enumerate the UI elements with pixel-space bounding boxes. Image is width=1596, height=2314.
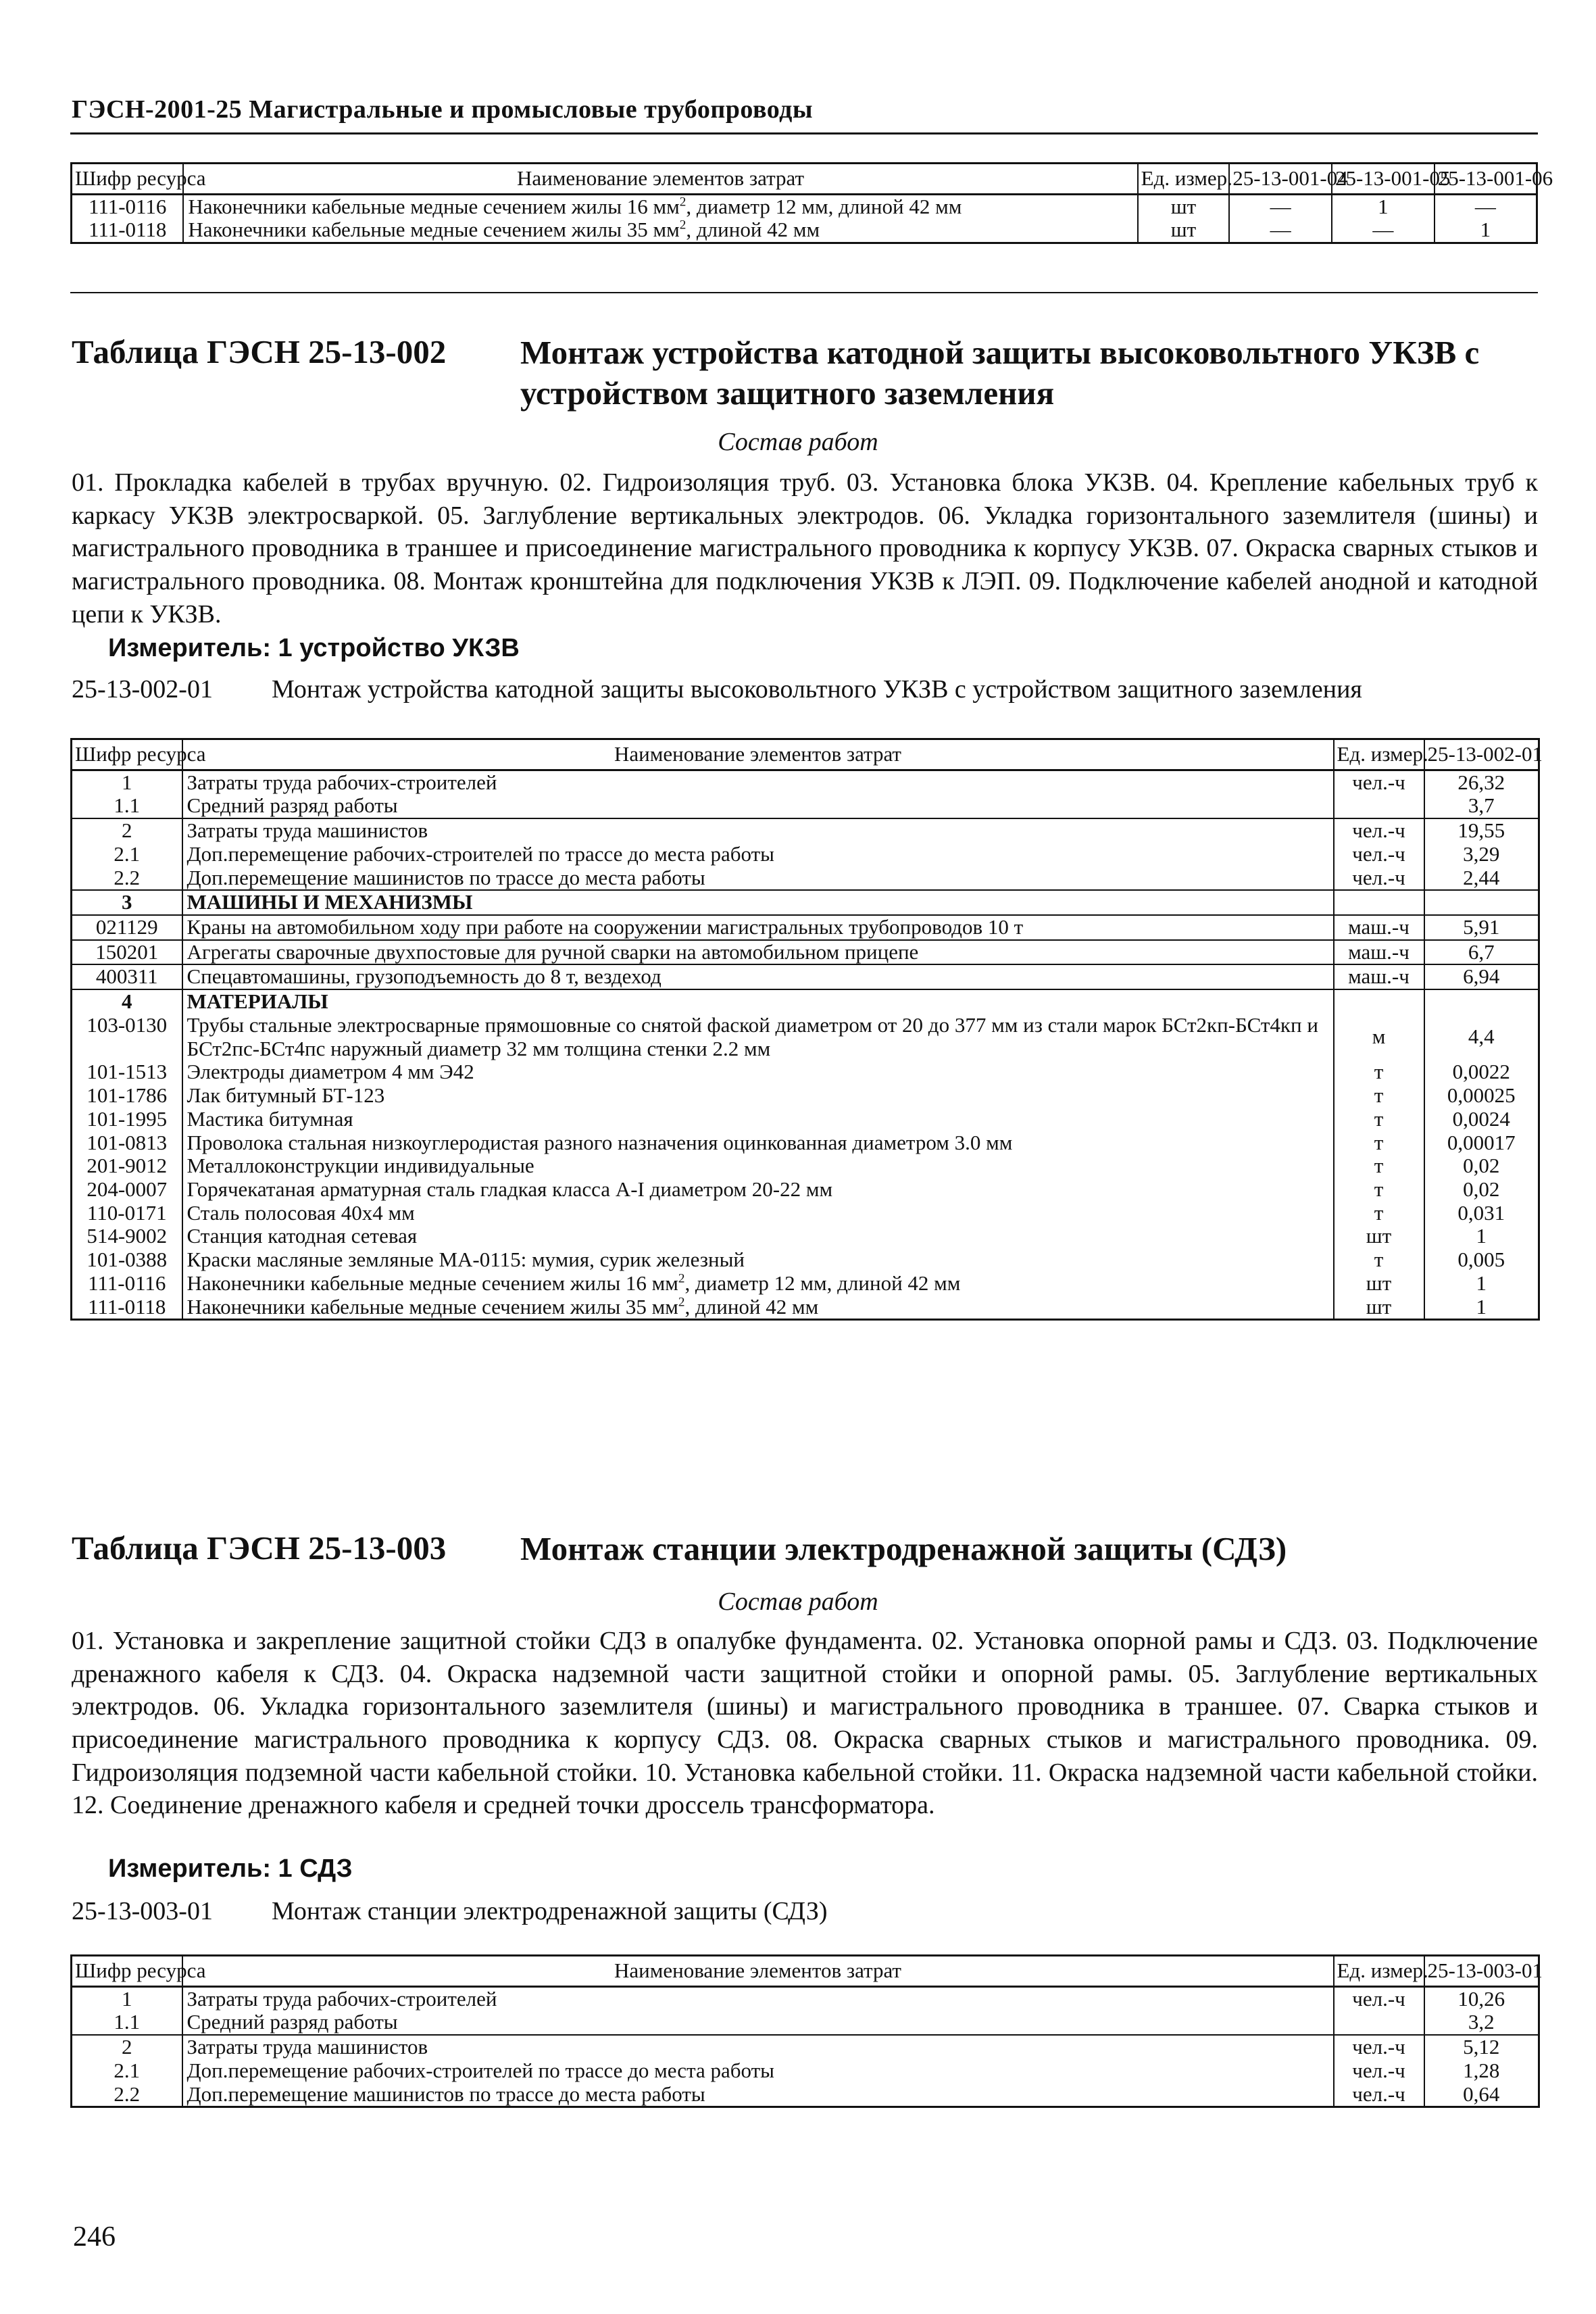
unit-cell: т bbox=[1334, 1108, 1424, 1131]
resource-code: 021129 bbox=[72, 915, 182, 940]
value-cell: 0,64 bbox=[1424, 2083, 1539, 2107]
table-row bbox=[72, 1178, 1539, 1202]
table-row bbox=[72, 770, 1539, 794]
table-row bbox=[72, 1296, 1539, 1320]
unit-cell: чел.-ч bbox=[1334, 866, 1424, 891]
resource-name: МАТЕРИАЛЫ bbox=[182, 989, 1334, 1014]
table-row bbox=[72, 1084, 1539, 1108]
table-row bbox=[72, 964, 1539, 989]
col-header-unit: Ед. измер. bbox=[1138, 164, 1230, 195]
col-header-name: Наименование элементов затрат bbox=[182, 739, 1334, 770]
resource-name: Затраты труда машинистов bbox=[182, 2035, 1334, 2059]
value-cell: 1 bbox=[1332, 194, 1435, 218]
resource-name: Сталь полосовая 40x4 мм bbox=[182, 1202, 1334, 1225]
resource-name: Краны на автомобильном ходу при работе на сооружении магистральных трубопроводов 10 т bbox=[182, 915, 1334, 940]
resource-name: Спецавтомашины, грузоподъемность до 8 т, вездеход bbox=[182, 964, 1334, 989]
unit-cell: т bbox=[1334, 1131, 1424, 1155]
table-row bbox=[72, 2083, 1539, 2107]
unit-cell bbox=[1334, 890, 1424, 915]
table-row bbox=[72, 1060, 1539, 1084]
resource-name: Доп.перемещение машинистов по трассе до места работы bbox=[182, 2083, 1334, 2107]
resource-name: Наконечники кабельные медные сечением жилы 16 $мм^2$, диаметр 12 мм, длиной 42 мм bbox=[183, 194, 1137, 218]
resource-code: 1 bbox=[72, 1986, 182, 2011]
unit-cell bbox=[1334, 2011, 1424, 2035]
unit-cell: шт bbox=[1334, 1272, 1424, 1296]
resource-code: 111-0118 bbox=[72, 1296, 182, 1320]
work-composition-text: 01. Прокладка кабелей в трубах вручную. 02. Гидроизоляция труб. 03. Установка блока УКЗВ. 04. Крепление кабельных труб к каркасу УКЗВ электросваркой. 05. Заглубление вертикальных электродов. 06. Укладка горизонтального заземлителя (шины) и магистрального проводника в траншее и присоединение магистрального проводника к корпусу УКЗВ. 07. Окраска сварных стыков и магистрального проводника. 08. Монтаж кронштейна для подключения УКЗВ к ЛЭП. 09. Подключение кабелей анодной и катодной цепи к УКЗВ. bbox=[72, 468, 1538, 629]
resource-name: Мастика битумная bbox=[182, 1108, 1334, 1131]
running-head: ГЭСН-2001-25 Магистральные и промысловые трубопроводы bbox=[72, 95, 814, 124]
value-cell: 3,2 bbox=[1424, 2011, 1539, 2035]
value-cell: 0,00017 bbox=[1424, 1131, 1539, 1155]
value-cell: 4,4 bbox=[1424, 1014, 1539, 1060]
work-composition-label: Состав работ bbox=[718, 428, 878, 456]
value-cell: 6,94 bbox=[1424, 964, 1539, 989]
table-row bbox=[72, 2011, 1539, 2035]
resource-code: 2 bbox=[72, 2035, 182, 2059]
resource-code: 1 bbox=[72, 770, 182, 794]
resource-code: 400311 bbox=[72, 964, 182, 989]
norm-title: Монтаж устройства катодной защиты высоковольтного УКЗВ с устройством защитного заземления bbox=[272, 675, 1362, 704]
resource-code: 101-1513 bbox=[72, 1060, 182, 1084]
col-header-code: Шифр ресурса bbox=[72, 1956, 182, 1987]
value-cell: — bbox=[1332, 218, 1435, 243]
resource-name: Агрегаты сварочные двухпостовые для ручной сварки на автомобильном прицепе bbox=[182, 940, 1334, 965]
unit-cell: шт bbox=[1334, 1225, 1424, 1248]
col-header-norm: 25-13-001-06 bbox=[1435, 164, 1537, 195]
value-cell: 0,0022 bbox=[1424, 1060, 1539, 1084]
value-cell: 2,44 bbox=[1424, 866, 1539, 891]
col-header-code: Шифр ресурса bbox=[72, 164, 184, 195]
unit-cell: маш.-ч bbox=[1334, 915, 1424, 940]
table-row bbox=[72, 1154, 1539, 1178]
value-cell: — bbox=[1435, 194, 1537, 218]
table-row bbox=[72, 1248, 1539, 1272]
resource-name: Доп.перемещение машинистов по трассе до места работы bbox=[182, 866, 1334, 891]
value-cell: 19,55 bbox=[1424, 818, 1539, 843]
col-header-unit: Ед. измер. bbox=[1334, 739, 1424, 770]
resource-code: 101-1995 bbox=[72, 1108, 182, 1131]
table-row bbox=[72, 1986, 1539, 2011]
value-cell: 0,0024 bbox=[1424, 1108, 1539, 1131]
resource-code: 2.2 bbox=[72, 866, 182, 891]
value-cell: 26,32 bbox=[1424, 770, 1539, 794]
unit-cell: чел.-ч bbox=[1334, 2083, 1424, 2107]
value-cell: 3,7 bbox=[1424, 794, 1539, 818]
value-cell: 1 bbox=[1435, 218, 1537, 243]
table-row bbox=[72, 1014, 1539, 1060]
unit-cell: т bbox=[1334, 1154, 1424, 1178]
value-cell: — bbox=[1229, 218, 1332, 243]
norm-code: 25-13-002-01 bbox=[72, 675, 213, 704]
table-heading: Таблица ГЭСН 25-13-002 bbox=[72, 333, 447, 370]
unit-cell: м bbox=[1334, 1014, 1424, 1060]
norm-title: Монтаж станции электродренажной защиты (СДЗ) bbox=[272, 1897, 828, 1925]
resource-code: 204-0007 bbox=[72, 1178, 182, 1202]
resource-name: Горячекатаная арматурная сталь гладкая класса А-I диаметром 20-22 мм bbox=[182, 1178, 1334, 1202]
resource-code: 3 bbox=[72, 890, 182, 915]
unit-cell: шт bbox=[1334, 1296, 1424, 1320]
value-cell: 0,00025 bbox=[1424, 1084, 1539, 1108]
value-cell: 1 bbox=[1424, 1225, 1539, 1248]
resource-table-002 bbox=[70, 738, 1543, 1321]
resource-name: МАШИНЫ И МЕХАНИЗМЫ bbox=[182, 890, 1334, 915]
table-heading: Таблица ГЭСН 25-13-003 bbox=[72, 1529, 447, 1567]
resource-table-001 bbox=[70, 162, 1553, 244]
table-row bbox=[72, 818, 1539, 843]
resource-code: 150201 bbox=[72, 940, 182, 965]
resource-name: Трубы стальные электросварные прямошовные со снятой фаской диаметром от 20 до 377 мм из стали марок БСт2кп-БСт4кп и БСт2пс-БСт4пс наружный диаметр 32 мм толщина стенки 2.2 мм bbox=[182, 1014, 1334, 1060]
unit-cell: чел.-ч bbox=[1334, 2035, 1424, 2059]
resource-table-003 bbox=[70, 1954, 1543, 2108]
value-cell: 0,02 bbox=[1424, 1154, 1539, 1178]
resource-code: 4 bbox=[72, 989, 182, 1014]
resource-code: 2.1 bbox=[72, 843, 182, 866]
norm-code: 25-13-003-01 bbox=[72, 1897, 213, 1925]
resource-code: 201-9012 bbox=[72, 1154, 182, 1178]
col-header-norm: 25-13-001-05 bbox=[1332, 164, 1435, 195]
resource-name: Затраты труда машинистов bbox=[182, 818, 1334, 843]
unit-cell: чел.-ч bbox=[1334, 770, 1424, 794]
unit-cell: шт bbox=[1138, 218, 1230, 243]
table-row bbox=[72, 940, 1539, 965]
resource-code: 1.1 bbox=[72, 794, 182, 818]
unit-cell: чел.-ч bbox=[1334, 1986, 1424, 2011]
value-cell: 0,02 bbox=[1424, 1178, 1539, 1202]
resource-name: Затраты труда рабочих-строителей bbox=[182, 770, 1334, 794]
value-cell: 1 bbox=[1424, 1296, 1539, 1320]
unit-cell bbox=[1334, 989, 1424, 1014]
table-row bbox=[72, 1272, 1539, 1296]
unit-cell: т bbox=[1334, 1178, 1424, 1202]
value-cell: 10,26 bbox=[1424, 1986, 1539, 2011]
resource-code: 101-1786 bbox=[72, 1084, 182, 1108]
resource-code: 2 bbox=[72, 818, 182, 843]
unit-cell: чел.-ч bbox=[1334, 2059, 1424, 2083]
work-composition-label: Состав работ bbox=[718, 1587, 878, 1616]
table-row bbox=[72, 194, 1537, 218]
table-row bbox=[72, 1131, 1539, 1155]
resource-name: Средний разряд работы bbox=[182, 2011, 1334, 2035]
unit-cell: т bbox=[1334, 1248, 1424, 1272]
resource-name: Наконечники кабельные медные сечением жилы 35 $мм^2$, длиной 42 мм bbox=[182, 1296, 1334, 1320]
table-row bbox=[72, 1225, 1539, 1248]
value-cell bbox=[1424, 890, 1539, 915]
unit-cell: чел.-ч bbox=[1334, 818, 1424, 843]
table-row bbox=[72, 866, 1539, 891]
value-cell: 1,28 bbox=[1424, 2059, 1539, 2083]
work-composition-text: 01. Установка и закрепление защитной стойки СДЗ в опалубке фундамента. 02. Установка опорной рамы и СДЗ. 03. Подключение дренажного кабеля к СДЗ. 04. Окраска надземной части защитной стойки и опорной рамы. 05. Заглубление вертикальных электродов. 06. Укладка горизонтального заземлителя (шины) и магистрального проводника в траншее. 07. Сварка стыков и присоединение магистрального проводника к корпусу СДЗ. 08. Окраска сварных стыков и магистрального проводника. 09. Гидроизоляция подземной части кабельной стойки. 10. Установка кабельной стойки. 11. Окраска надземной части кабельной стойки. 12. Соединение дренажного кабеля и средней точки дроссель трансформатора. bbox=[72, 1627, 1538, 1820]
resource-name: Проволока стальная низкоуглеродистая разного назначения оцинкованная диаметром 3.0 мм bbox=[182, 1131, 1334, 1155]
value-cell bbox=[1424, 989, 1539, 1014]
table-row bbox=[72, 1108, 1539, 1131]
col-header-unit: Ед. измер. bbox=[1334, 1956, 1424, 1987]
table-title: Монтаж станции электродренажной защиты (СДЗ) bbox=[520, 1530, 1287, 1567]
resource-name: Доп.перемещение рабочих-строителей по трассе до места работы bbox=[182, 2059, 1334, 2083]
resource-code: 101-0388 bbox=[72, 1248, 182, 1272]
unit-cell: чел.-ч bbox=[1334, 843, 1424, 866]
table-row bbox=[72, 218, 1537, 243]
col-header-norm: 25-13-001-04 bbox=[1229, 164, 1332, 195]
resource-code: 1.1 bbox=[72, 2011, 182, 2035]
table-row bbox=[72, 915, 1539, 940]
header-rule bbox=[70, 132, 1538, 134]
measure-unit: Измеритель: 1 СДЗ bbox=[108, 1854, 353, 1883]
resource-name: Наконечники кабельные медные сечением жилы 35 $мм^2$, длиной 42 мм bbox=[183, 218, 1137, 243]
table-row bbox=[72, 1202, 1539, 1225]
resource-name: Лак битумный БТ-123 bbox=[182, 1084, 1334, 1108]
section-row bbox=[72, 890, 1539, 915]
resource-code: 111-0116 bbox=[72, 194, 184, 218]
resource-name: Средний разряд работы bbox=[182, 794, 1334, 818]
measure-unit: Измеритель: 1 устройство УКЗВ bbox=[108, 634, 520, 662]
col-header-name: Наименование элементов затрат bbox=[183, 164, 1137, 195]
resource-code: 2.1 bbox=[72, 2059, 182, 2083]
section-rule bbox=[70, 292, 1538, 293]
resource-name: Затраты труда рабочих-строителей bbox=[182, 1986, 1334, 2011]
col-header-norm: 25-13-003-01 bbox=[1424, 1956, 1539, 1987]
value-cell: 1 bbox=[1424, 1272, 1539, 1296]
resource-code: 111-0118 bbox=[72, 218, 184, 243]
unit-cell: т bbox=[1334, 1060, 1424, 1084]
col-header-name: Наименование элементов затрат bbox=[182, 1956, 1334, 1987]
unit-cell: шт bbox=[1138, 194, 1230, 218]
resource-name: Доп.перемещение рабочих-строителей по трассе до места работы bbox=[182, 843, 1334, 866]
value-cell: 0,005 bbox=[1424, 1248, 1539, 1272]
value-cell: 3,29 bbox=[1424, 843, 1539, 866]
page-number: 246 bbox=[73, 2221, 116, 2253]
table-row bbox=[72, 843, 1539, 866]
unit-cell: маш.-ч bbox=[1334, 940, 1424, 965]
value-cell: 0,031 bbox=[1424, 1202, 1539, 1225]
unit-cell bbox=[1334, 794, 1424, 818]
unit-cell: т bbox=[1334, 1202, 1424, 1225]
table-row bbox=[72, 794, 1539, 818]
unit-cell: маш.-ч bbox=[1334, 964, 1424, 989]
resource-code: 111-0116 bbox=[72, 1272, 182, 1296]
resource-name: Наконечники кабельные медные сечением жилы 16 $мм^2$, диаметр 12 мм, длиной 42 мм bbox=[182, 1272, 1334, 1296]
section-row bbox=[72, 989, 1539, 1014]
table-row bbox=[72, 2059, 1539, 2083]
col-header-norm: 25-13-002-01 bbox=[1424, 739, 1539, 770]
resource-code: 2.2 bbox=[72, 2083, 182, 2107]
resource-code: 514-9002 bbox=[72, 1225, 182, 1248]
resource-code: 110-0171 bbox=[72, 1202, 182, 1225]
resource-name: Металлоконструкции индивидуальные bbox=[182, 1154, 1334, 1178]
resource-name: Станция катодная сетевая bbox=[182, 1225, 1334, 1248]
col-header-code: Шифр ресурса bbox=[72, 739, 182, 770]
value-cell: 5,91 bbox=[1424, 915, 1539, 940]
value-cell: 5,12 bbox=[1424, 2035, 1539, 2059]
resource-name: Краски масляные земляные МА-0115: мумия, сурик железный bbox=[182, 1248, 1334, 1272]
value-cell: — bbox=[1229, 194, 1332, 218]
table-row bbox=[72, 2035, 1539, 2059]
resource-code: 103-0130 bbox=[72, 1014, 182, 1060]
table-title: Монтаж устройства катодной защиты высоковольтного УКЗВ с устройством защитного заземления bbox=[520, 334, 1480, 412]
unit-cell: т bbox=[1334, 1084, 1424, 1108]
value-cell: 6,7 bbox=[1424, 940, 1539, 965]
resource-name: Электроды диаметром 4 мм Э42 bbox=[182, 1060, 1334, 1084]
resource-code: 101-0813 bbox=[72, 1131, 182, 1155]
